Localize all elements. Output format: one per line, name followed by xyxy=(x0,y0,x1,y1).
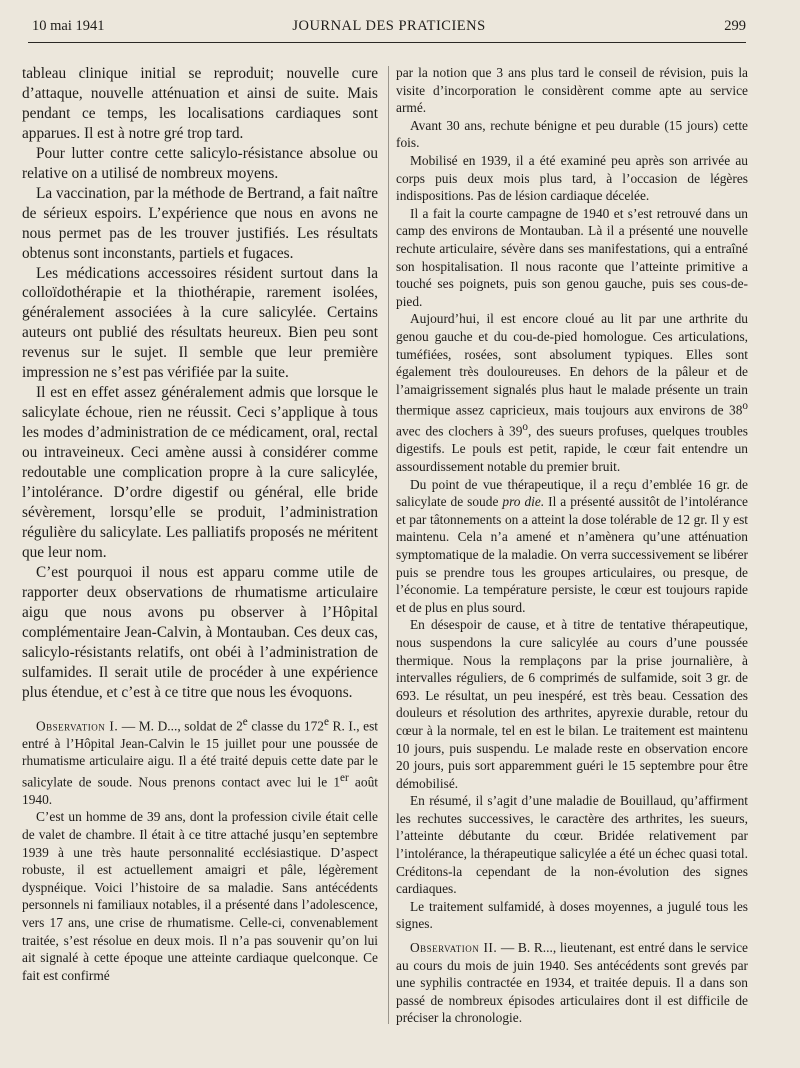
text-run: classe du 172 xyxy=(247,717,324,733)
paragraph: C’est pourquoi il nous est apparu comme utile de rapporter deux observations de rhumatisme articulaire aigu que nous avons pu observer à l’Hôpital complémentaire Jean-Calvin, à Montauban. Ces deux cas, salicylo-résistants relatifs, ont obéi à l’administration de sulfamides. Il serait utile de procéder à une expérience plus étendue, et c’est à ce titre que nous les évoquons. xyxy=(22,563,378,701)
paragraph: par la notion que 3 ans plus tard le conseil de révision, puis la visite d’incorporation le considèrent comme apte au service armé. xyxy=(396,65,748,116)
text-run: — B. R..., lieutenant, est entré dans le service au cours du mois de juin 1940. Ses antécédents sont grevés par une syphilis contractée en 1934, et traitée depuis. Il a dans son passé de nombreux épisodes articulaires dont il est difficile de préciser la chronologie. xyxy=(396,940,748,1026)
paragraph: Les médications accessoires résident surtout dans la colloïdothérapie et la thiothérapie, rarement isolées, généralement associées à la cure salicylée. Certains auteurs ont publié des résultats heureux. Bien peu sont revenus sur le sujet. Il semble que leur première impression ne s’est pas vérifiée par la suite. xyxy=(22,264,378,382)
observation-1-paragraph xyxy=(22,714,378,809)
text-run: Aujourd’hui, il est encore cloué au lit par une arthrite du genou gauche et du cou-de-pied homologue. Ces articulations, tuméfiées, rosées, sont absolument typiques. Elles sont également très douloureuses. En dehors de la pâleur et de l’amaigrissement signalés plus haut le malade présente un train thermique assez capricieux, mais toujours aux environs de 38 xyxy=(396,311,748,418)
observation-1-label: Observation I. xyxy=(36,717,119,733)
text-run: Du point de vue thérapeutique, il a reçu d’emblée 16 gr. de salicylate de soude xyxy=(396,476,748,510)
text-run: août 1940. xyxy=(22,774,378,807)
left-column xyxy=(22,64,378,984)
text-run: Il a présenté aussitôt de l’intolérance et par tâtonnements on a atteint la dose tolérable de 12 gr. Il y est maintenu. Cela n’a amené et n’amènera qu’une atténuation symptomatique de la maladie. On verra successivement se libérer puis se prendre tous les groupes articulaires, ou presque, de l’économie. La température persiste, le cœur est toujours rapide et de plus en plus sourd. xyxy=(396,494,748,615)
superscript: e xyxy=(242,715,248,728)
paragraph: La vaccination, par la méthode de Bertrand, a fait naître de sérieux espoirs. L’expérience que nous en avons ne nous permet pas de les trouver justifiés. Les résultats obtenus sont inconstants, partiels et fugaces. xyxy=(22,184,378,262)
paragraph: Avant 30 ans, rechute bénigne et peu durable (15 jours) cette fois. xyxy=(396,117,748,151)
header-date: 10 mai 1941 xyxy=(32,18,105,34)
paragraph: tableau clinique initial se reproduit; nouvelle cure d’attaque, nouvelle atténuation et ainsi de suite. Mais pendant ce temps, les localisations cardiaques sont apparues. Il est à notre gré trop tard. xyxy=(22,65,378,142)
superscript: er xyxy=(340,771,349,784)
column-divider xyxy=(388,66,389,1024)
paragraph: Le traitement sulfamidé, à doses moyennes, a jugulé tous les signes. xyxy=(396,898,748,932)
paragraph xyxy=(396,310,748,475)
paragraph: Pour lutter contre cette salicylo-résistance absolue ou relative on a utilisé de nombreux moyens. xyxy=(22,144,378,182)
superscript: e xyxy=(323,715,329,728)
paragraph: En désespoir de cause, et à titre de tentative thérapeutique, nous suspendons la cure salicylée au cours d’une poussée thermique. Nous la remplaçons par la prise journalière, à intervalles réguliers, de 6 comprimés de sulfamide, soit 3 gr. de 693. Le résultat, un peu inespéré, est très beau. Cessation des douleurs et résolution des arthrites, apyrexie durable, retour du cœur à la normale, tel en est le bilan. Le traitement est maintenu 10 jours, puis suspendu. Le malade reste en observation encore 20 jours, puis sort apparemment guéri le 15 septembre pour être démobilisé. xyxy=(396,617,748,791)
header-rule xyxy=(28,42,746,43)
text-run: , des sueurs profuses, quelques troubles digestifs. Le pouls est petit, rapide, le cœur fait entendre un assourdissement notable du premier bruit. xyxy=(396,423,748,474)
text-run: R. I., est entré à l’Hôpital Jean-Calvin le 15 juillet pour une poussée de rhumatisme articulaire aigu. Il a été traité depuis cette date par le salicylate de soude. Nous prenons contact avec lui le 1 xyxy=(22,717,379,790)
paragraph xyxy=(396,476,748,617)
paragraph: En résumé, il s’agit d’une maladie de Bouillaud, qu’affirment les rechutes successives, le caractère des arthrites, les sueurs, l’atteinte débutante du cœur. Bridée relativement par l’intolérance, la thérapeutique salicylée a été un échec quasi total. Créditons-la cependant de la non-évolution des signes cardiaques. xyxy=(396,793,748,897)
paragraph: Mobilisé en 1939, il a été examiné peu après son arrivée au corps puis deux mois plus tard, à l’occasion de légères indispositions. Pas de lésion cardiaque décelée. xyxy=(396,152,748,204)
paragraph: Il a fait la courte campagne de 1940 et s’est retrouvé dans un camp des environs de Montauban. Là il a présenté une nouvelle rechute articulaire, sévère dans ses manifestations, qui a entraîné son hospitalisation. Il nous raconte que l’atteinte primitive a touché ses poignets, puis son genou gauche, puis ses cous-de-pied. xyxy=(396,205,748,309)
observation-2-paragraph xyxy=(396,939,748,1027)
header-journal-title: JOURNAL DES PRATICIENS xyxy=(292,18,486,34)
header-page-number: 299 xyxy=(724,18,746,34)
italic-phrase: pro die. xyxy=(502,494,545,510)
superscript: o xyxy=(522,421,528,434)
observation-2-label: Observation II. xyxy=(410,940,498,956)
text-run: — M. D..., soldat de 2 xyxy=(118,717,243,733)
running-head xyxy=(32,16,746,38)
superscript: o xyxy=(742,400,748,413)
paragraph: Il est en effet assez généralement admis que lorsque le salicylate échoue, rien ne réussit. Ceci s’applique à tous les modes d’administration de ce médicament, oral, rectal ou intraveineux. Ceci amène aussi à considérer comme redoutable une complication propre à la cure salicylée, l’intolérance. D’ordre digestif ou général, elle bride sévèrement, lorsqu’elle se produit, l’administration régulière du salicylate. Les palliatifs proposés ne méritent que leur nom. xyxy=(22,384,378,561)
text-run: avec des clochers à 39 xyxy=(396,423,523,439)
right-column xyxy=(396,64,748,1027)
paragraph: C’est un homme de 39 ans, dont la profession civile était celle de valet de chambre. Il était à ce titre attaché jusqu’en septembre 1939 à une très haute personnalité ecclésiastique. D’aspect robuste, il est actuellement amaigri et pâle, légèrement dyspnéique. Voici l’histoire de sa maladie. Sans antécédents personnels ni familiaux notables, il a présenté dans l’adolescence, vers 17 ans, une crise de rhumatisme. Celle-ci, convenablement traitée, s’est résolue en deux mois. Il n’a pas souvenir qu’on lui ait signalé à cette époque une atteinte cardiaque quelconque. Ce fait est confirmé xyxy=(22,809,378,983)
